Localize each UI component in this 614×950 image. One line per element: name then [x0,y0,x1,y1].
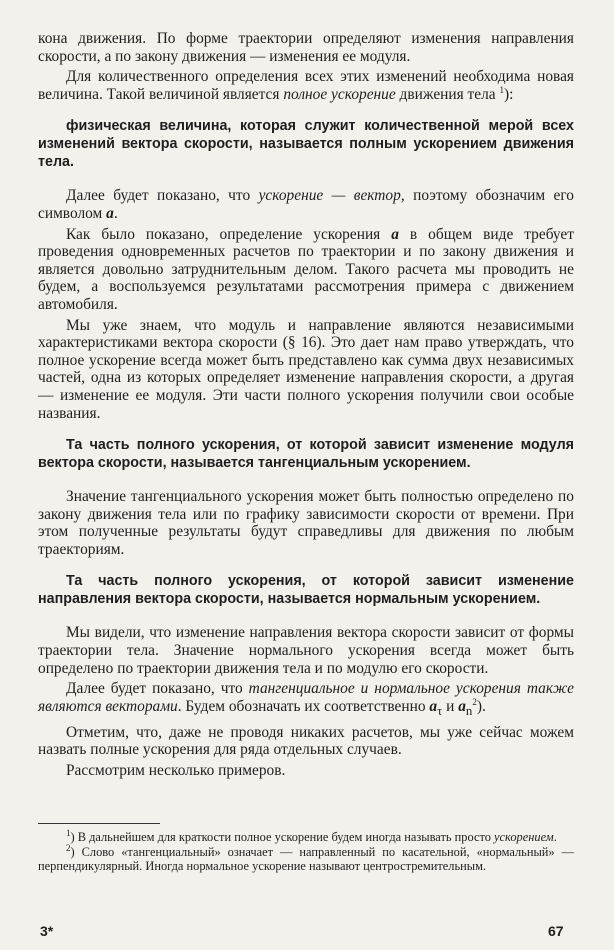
definition: Та часть полного ускорения, от которой зависит изменение направления вектора скорости, называется нормальным ускорением. [38,573,574,608]
footnote-mark: 2 [66,842,71,853]
subscript: τ [437,703,443,718]
footnote-ref: 1 [499,84,504,95]
text-run: , поэтому обозначим его символом [38,187,574,222]
footnote [38,827,574,845]
text-run: ). [476,697,486,715]
footnotes [38,827,574,874]
symbol-a: a [106,204,114,222]
signature-mark: 3* [40,923,54,939]
text-run: Далее будет показано, что [66,187,259,205]
footnote-text: . [553,830,557,844]
symbol-a-n: a [458,697,466,715]
emphasis: тангенциальное и нормальное ускорения также являются векторами [38,680,574,715]
footnote [38,842,574,874]
paragraph: Отметим, что, даже не проводя никаких расчетов, мы уже сейчас можем назвать полные ускорения для ряда отдельных случаев. [38,723,574,759]
paragraph [38,680,574,720]
text-run: Для количественного определения всех этих изменений необходима новая величина. Такой величиной является [38,68,574,103]
paragraph: Мы видели, что изменение направления вектора скорости зависит от формы траектории тела. Значение нормального ускорения всегда может быть определено по траектории движения тела и по модулю его скорости. [38,624,574,677]
emphasis: ускорением [494,830,554,844]
footnote-divider [38,823,160,824]
symbol-a: a [391,225,399,243]
emphasis: полное ускорение [283,85,396,103]
text-run: Как было показано, определение ускорения [66,225,392,243]
text-run: ): [503,85,514,103]
text-run: в общем виде требует проведения одновременных расчетов по траектории и по закону движения и является довольно затруднительным делом. Такого расчета мы проводить не будем, а воспользуемся результатами рассмотрения примера с движением автомобиля. [38,225,574,313]
paragraph [38,68,574,103]
paragraph: Рассмотрим несколько примеров. [66,761,286,779]
footnote-text: ) Слово «тангенциальный» означает — направленный по касательной, «нормальный» — перпендикулярный. Иногда нормальное ускорение называют центростремительным. [38,844,574,874]
footnote-mark: 1 [66,827,71,838]
text-run: и [442,697,459,715]
paragraph: кона движения. По форме траектории определяют изменения направления скорости, а по закону движения — изменения ее модуля. [38,30,574,65]
paragraph: Мы уже знаем, что модуль и направление являются независимыми характеристиками вектора скорости (§ 16). Это дает нам право утверждать, что полное ускорение всегда может быть представлено как сумма двух независимых частей, одна из которых определяет изменение направления скорости, а другая — изменение ее модуля. Эти части полного ускорения получили свои особые названия. [38,316,574,422]
paragraph: Значение тангенциального ускорения может быть полностью определено по закону движения тела или по графику зависимости скорости от времени. При этом полученные результаты будут справедливы для движения по любым траекториям. [38,488,574,558]
subscript: n [465,703,473,718]
paragraph [38,187,574,222]
body-text [38,30,574,779]
page-number: 67 [548,923,564,939]
text-run: движения тела [395,85,500,103]
text-run: Далее будет показано, что [66,680,249,698]
text-run: . [113,204,118,222]
emphasis: ускорение — вектор [258,187,401,205]
definition: физическая величина, которая служит количественной мерой всех изменений вектора скорости, называется полным ускорением движения тела. [38,118,574,171]
text-run: . Будем обозначать их соответственно [177,697,430,715]
footnote-ref: 2 [472,696,477,707]
footnote-text: ) В дальнейшем для краткости полное ускорение будем иногда называть просто [70,830,495,844]
definition: Та часть полного ускорения, от которой зависит изменение модуля вектора скорости, называется тангенциальным ускорением. [38,437,574,472]
symbol-a-tau: a [429,697,438,715]
paragraph [38,226,574,314]
